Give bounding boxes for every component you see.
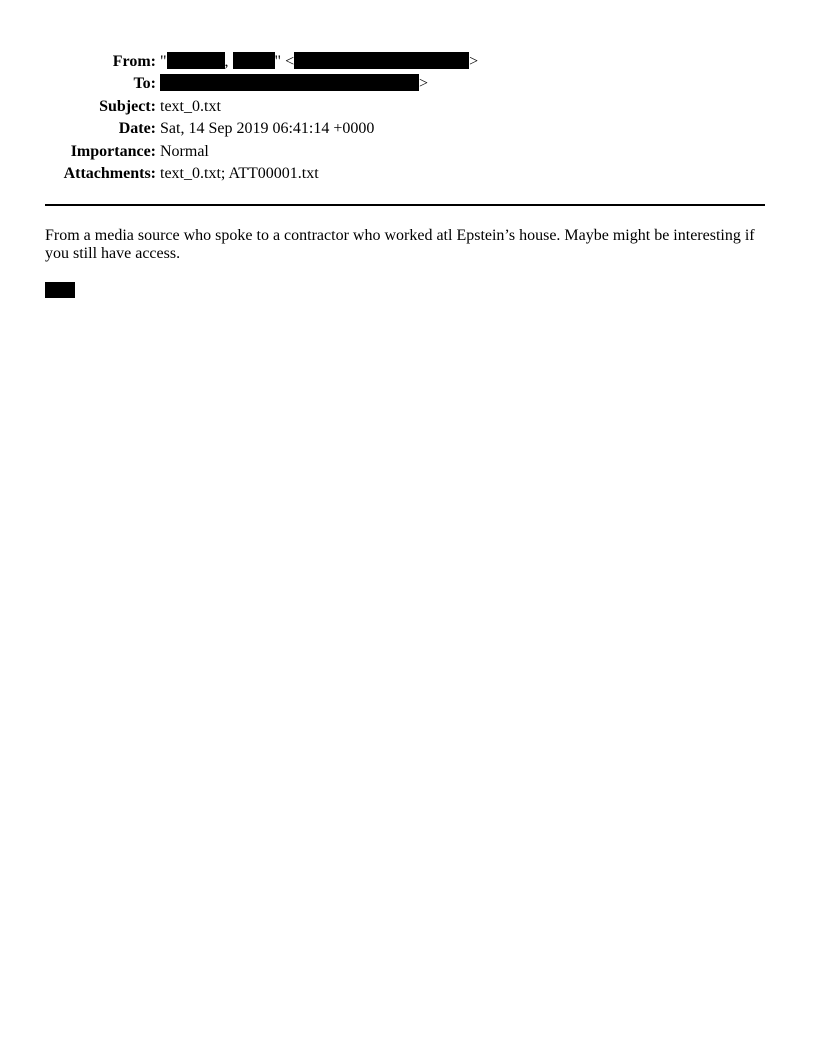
header-divider [45,204,765,206]
email-body: From a media source who spoke to a contractor who worked atl Epstein’s house. Maybe might be interesting if you still have access. [45,227,755,262]
importance-value: Normal [160,142,209,160]
redaction-box [167,52,225,69]
to-angle-close: > [419,75,429,93]
subject-label: Subject: [99,97,156,115]
subject-value: text_0.txt [160,97,221,115]
from-value [160,51,478,73]
email-header [0,51,760,185]
to-label: To: [133,75,156,93]
attachments-row [0,163,760,185]
from-angle-close: > [469,53,479,70]
from-row [0,51,760,73]
from-label: From: [112,53,156,70]
date-value: Sat, 14 Sep 2019 06:41:14 +0000 [160,120,375,138]
subject-row [0,96,760,118]
from-angle-open: < [285,53,295,70]
from-quote-open: " [160,53,167,70]
redaction-box [294,52,469,69]
signature-redaction-box [45,282,75,298]
to-value [160,73,428,95]
attachments-value: text_0.txt; ATT00001.txt [160,164,319,182]
from-comma: , [224,53,229,70]
attachments-label: Attachments: [63,164,156,182]
importance-row [0,141,760,163]
date-row [0,118,760,140]
redaction-box [233,52,275,69]
to-row [0,73,760,95]
from-quote-close: " [274,53,282,70]
importance-label: Importance: [70,142,156,160]
redaction-box [160,74,419,91]
date-label: Date: [118,120,156,138]
